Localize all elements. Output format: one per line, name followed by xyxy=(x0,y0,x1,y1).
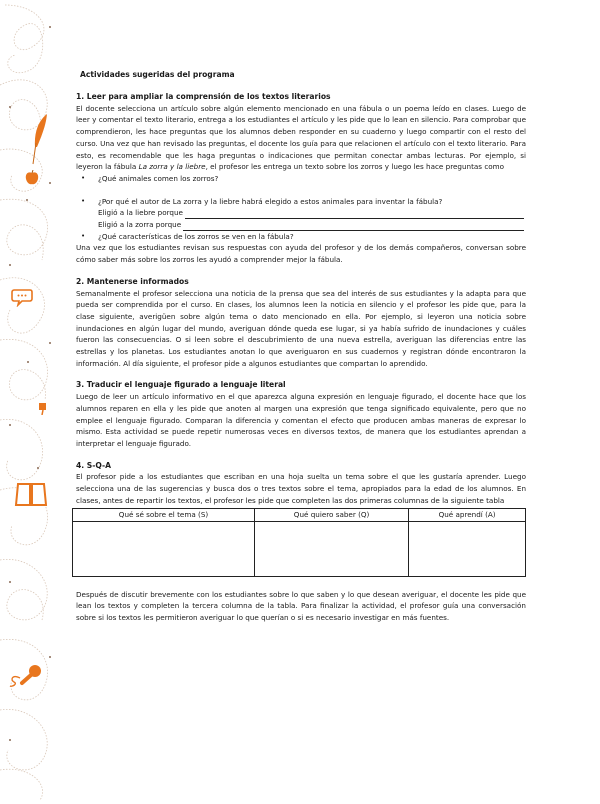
question-text: ¿Qué animales comen los zorros? xyxy=(98,173,219,183)
section-heading: 4. S-Q-A xyxy=(76,460,112,470)
section-paragraph: Luego de leer un artículo informativo en el que aparezca alguna expresión en lenguaje figurado, el docente hace que los alumnos reparen en ella y les pide que anoten al margen una expresión que tenga significado equivalente, pero que no emplee el lenguaje figurado. Comparan la diferencia y comentan el efecto que producen ambas maneras de expresar lo mismo. Esta actividad se puede repetir numerosas veces en diversos textos, de manera que los estudiantes aprendan a interpretar el lenguaje figurado. xyxy=(76,392,526,448)
pin-icon xyxy=(39,403,47,415)
question-item xyxy=(76,196,526,208)
document-title: Actividades sugeridas del programa xyxy=(80,70,235,79)
section-heading: 3. Traducir el lenguaje figurado a lenguaje literal xyxy=(76,380,286,390)
question-text: habrá elegido a estos animales para inventar la fábula? xyxy=(239,196,443,206)
section-paragraph: Semanalmente el profesor selecciona una noticia de la prensa que sea del interés de sus estudiantes y la adapta para que pueda ser comprendida por el curso. En clases, los alumnos leen la noticia en silencio y el profesor les pide que, para la clase siguiente, averigüen sobre algún tema o dato mencionado en ella. Por ejemplo, si leyeron una noticia sobre inundaciones en algún lugar del mundo, averiguan dónde queda ese lugar, si ya había sufrido de inundaciones y cuáles fueron las consecuencias. O si leen sobre el descubrimiento de una nueva estrella, averiguan las diferencias entre las estrellas y los planetas. Los estudiantes anotan lo que averiguaron en sus cuadernos y registran dónde encontraron la información. Al día siguiente, el profesor pide a algunos estudiantes que compartan lo aprendido. xyxy=(76,288,526,368)
microphone-icon xyxy=(8,664,42,688)
table-cell-a[interactable] xyxy=(409,521,526,576)
sqa-table xyxy=(72,508,526,577)
blank-line[interactable] xyxy=(185,210,524,219)
fable-title: La zorra y la liebre xyxy=(172,196,240,206)
feather-icon xyxy=(30,113,50,165)
blank-line[interactable] xyxy=(183,222,524,231)
section-paragraph xyxy=(76,103,526,173)
table-row xyxy=(73,521,526,576)
spacer xyxy=(76,185,526,196)
answer-line-liebre[interactable] xyxy=(76,207,526,219)
section-closing: Una vez que los estudiantes revisan sus respuestas con ayuda del profesor y de los demás compañeros, conversan sobre cómo saber más sobre los zorros les ayudó a comprender mejor la fábula. xyxy=(76,243,526,265)
section-closing: Después de discutir brevemente con los estudiantes sobre lo que saben y lo que desean averiguar, el docente les pide que lean los textos y completen la tercera columna de la tabla. Para finalizar la actividad, el profesor guía una conversación sobre si los textos les permitieron averiguar lo que querían o si es necesario investigar en más fuentes. xyxy=(76,589,526,622)
paragraph-text: , el profesor les entrega un texto sobre los zorros y luego les hace preguntas como xyxy=(205,162,505,172)
bullet-icon: • xyxy=(81,231,86,240)
table-header-q: Qué quiero saber (Q) xyxy=(254,508,408,521)
table-header-a: Qué aprendí (A) xyxy=(409,508,526,521)
fable-title: La zorra y la liebre xyxy=(138,162,206,172)
table-cell-s[interactable] xyxy=(73,521,255,576)
section-1 xyxy=(76,91,526,266)
answer-label: Eligió a la zorra porque xyxy=(98,220,182,230)
bullet-icon: • xyxy=(81,173,86,182)
question-list xyxy=(76,173,526,185)
table-cell-q[interactable] xyxy=(254,521,408,576)
question-item xyxy=(76,173,526,185)
question-text: ¿Por qué el autor de xyxy=(98,196,173,206)
answer-label: Eligió a la liebre porque xyxy=(98,208,183,218)
question-list xyxy=(76,196,526,208)
speech-bubble-icon xyxy=(11,287,33,307)
section-2 xyxy=(76,276,526,370)
question-text: ¿Qué características de los zorros se ven en la fábula? xyxy=(98,231,294,241)
section-3 xyxy=(76,379,526,449)
answer-line-zorra[interactable] xyxy=(76,219,526,231)
apple-icon xyxy=(24,170,40,186)
question-list xyxy=(76,231,526,243)
section-heading: 1. Leer para ampliar la comprensión de los textos literarios xyxy=(76,92,331,101)
table-header-s: Qué sé sobre el tema (S) xyxy=(73,508,255,521)
decorative-sidebar xyxy=(0,0,60,800)
bullet-icon: • xyxy=(81,196,86,205)
document-page xyxy=(76,69,526,624)
section-4 xyxy=(76,460,526,624)
question-item xyxy=(76,231,526,243)
paragraph-text: El docente selecciona un artículo sobre algún elemento mencionado en una fábula o un poema leído en clases. Luego de leer y comentar el texto literario, entrega a los estudiantes el artículo y les pide que lo lean en silencio. Para comprobar que comprendieron, les hace preguntas que los alumnos deben responder en su cuaderno y luego compartir con el resto del curso. Una vez que han revisado las preguntas, el docente los guía para que relacionen el artículo con el texto literario. Para esto, es recomendable que les haga preguntas o indicaciones que permitan conectar ambas lecturas. Por ejemplo, si leyeron la fábula xyxy=(76,103,526,172)
table-header-row xyxy=(73,508,526,521)
book-icon xyxy=(14,481,48,507)
section-paragraph: El profesor pide a los estudiantes que escriban en una hoja suelta un tema sobre el que les gustaría aprender. Luego selecciona una de las sugerencias y busca dos o tres textos sobre el tema, apropiados para la edad de los alumnos. En clases, antes de repartir los textos, el profesor les pide que completen las dos primeras columnas de la siguiente tabla xyxy=(76,472,526,505)
section-heading: 2. Mantenerse informados xyxy=(76,276,189,286)
